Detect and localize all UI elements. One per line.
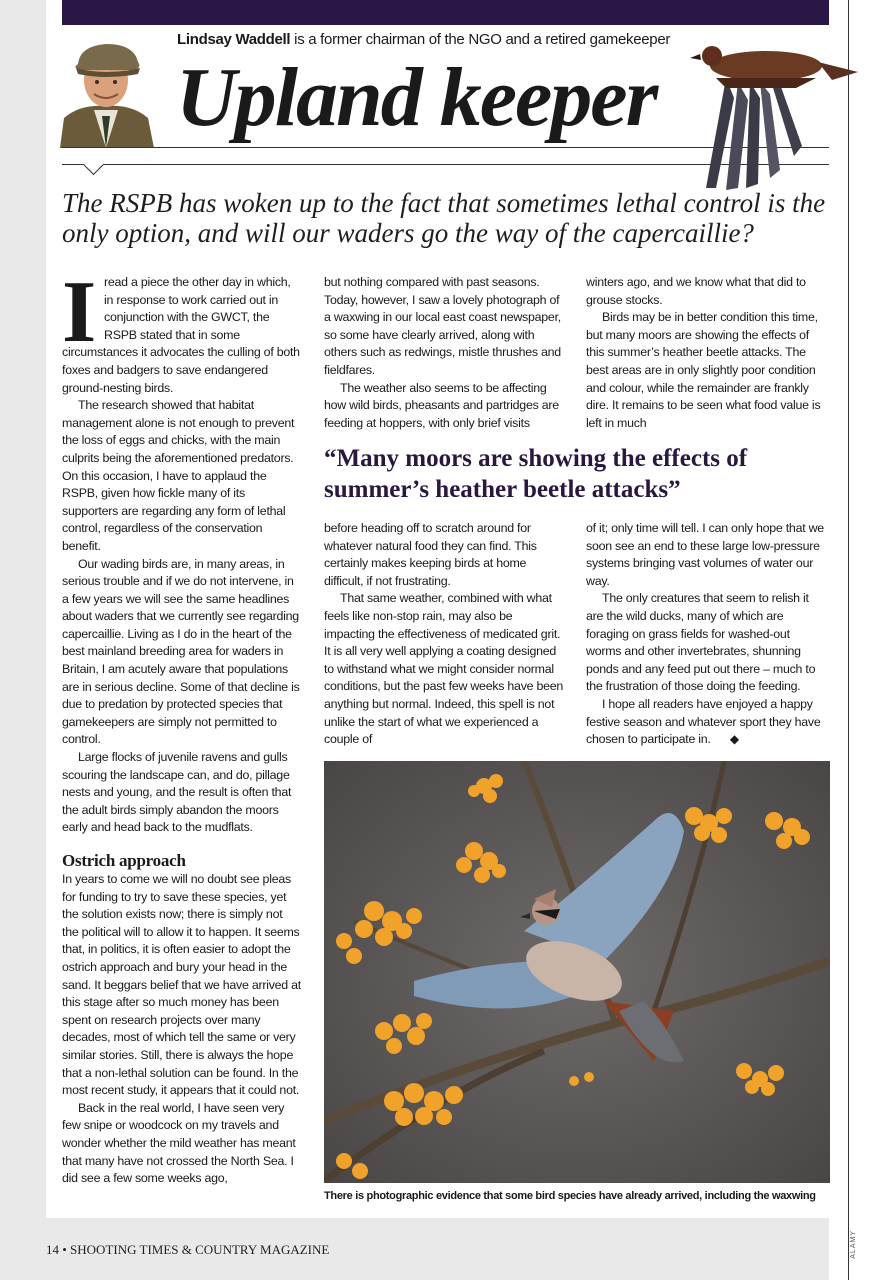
paragraph: Large flocks of juvenile ravens and gulls scouring the landscape can, and do, pillage nests and young, and the result is often that the adult birds simply abandon the moors early and head back to the mudflats. xyxy=(62,750,292,835)
paragraph: before heading off to scratch around for whatever natural food they can find. This certainly makes keeping birds at home difficult, if not frustrating. xyxy=(324,521,537,588)
paragraph: The research showed that habitat management alone is not enough to prevent the loss of eggs and chicks, with the main culprits being the aforementioned predators. On this occasion, I have to applaud the RSPB, given how fickle many of its supporters are regarding any form of lethal control, regardless of the conservation benefit. xyxy=(62,398,295,553)
paragraph: The weather also seems to be affecting how wild birds, pheasants and partridges are feeding at hoppers, with only brief visits xyxy=(324,380,559,430)
paragraph: of it; only time will tell. I can only hope that we soon see an end to these large low-pressure systems bringing vast volumes of water our way. xyxy=(586,521,824,588)
waxwing-photo xyxy=(324,761,830,1183)
article-column-2-bottom xyxy=(324,520,564,749)
article-column-3-top xyxy=(586,274,826,432)
right-rule xyxy=(848,0,849,1280)
paragraph: That same weather, combined with what feels like non-stop rain, may also be impacting the effectiveness of medicated grit. It is all very well applying a coating designed to withstand what we might consider normal conditions, but the past few weeks have been anything but normal. Indeed, this spell is not unlike the start of what we experienced a couple of xyxy=(324,591,564,747)
paragraph: winters ago, and we know what that did to grouse stocks. xyxy=(586,275,806,307)
header-pointer xyxy=(83,154,104,175)
article-column-3-bottom xyxy=(586,520,826,749)
paragraph: but nothing compared with past seasons. Today, however, I saw a lovely photograph of a waxwing in our local east coast newspaper, so some have clearly arrived, along with others such as redwings, mistle thrushes and fieldfares. xyxy=(324,275,561,377)
subheading: Ostrich approach xyxy=(62,851,186,870)
standfirst: The RSPB has woken up to the fact that sometimes lethal control is the only option, and will our waders go the way of the capercaillie? xyxy=(62,188,826,248)
paragraph: Back in the real world, I have seen very few snipe or woodcock on my travels and wonder whether the mild weather has meant that many have not crossed the North Sea. I did see a few some weeks ago, xyxy=(62,1100,296,1186)
paragraph: Our wading birds are, in many areas, in serious trouble and if we do not intervene, in a few years we will see the same headlines about waders that we currently see regarding capercaillie. Living as I do in the heart of the best mainland breeding area for waders in Britain, I am acutely aware that populations are in serious decline. Some of that decline is due to predation by protected species that gamekeepers are simply not permitted to control. xyxy=(62,556,300,747)
author-name: Lindsay Waddell xyxy=(177,31,291,48)
column-header-bar xyxy=(62,0,829,25)
photo-caption: There is photographic evidence that some bird species have already arrived, including the waxwing xyxy=(324,1190,816,1202)
paragraph: The only creatures that seem to relish it are the wild ducks, many of which are foraging on grass fields for washed-out worms and other invertebrates, shunning ponds and any feed put out there – much to the frustration of those doing the feeding. xyxy=(586,591,816,694)
paragraph xyxy=(586,696,826,749)
author-description: is a former chairman of the NGO and a retired gamekeeper xyxy=(294,31,671,48)
article-column-1 xyxy=(62,264,302,1188)
end-mark-icon: ◆ xyxy=(729,732,739,747)
drop-cap: I xyxy=(62,264,96,361)
paragraph: read a piece the other day in which, in response to work carried out in conjunction with the GWCT, the RSPB stated that in some circumstances it advocates the culling of both foxes and badgers to save endangered ground-nesting birds. xyxy=(62,275,300,395)
grouse-illustration xyxy=(686,38,862,190)
pull-quote: “Many moors are showing the effects of summer’s heather beetle attacks” xyxy=(324,445,748,503)
photo-credit: ALAMY xyxy=(850,1230,857,1259)
paragraph: Birds may be in better condition this time, but many moors are showing the effects of this summer’s heather beetle attacks. The best areas are in only slightly poor condition and colour, while the remainder are frankly dire. It remains to be seen what food value is left in much xyxy=(586,310,821,430)
paragraph-text: I hope all readers have enjoyed a happy festive season and whatever sport they have chosen to participate in. xyxy=(586,696,821,747)
author-portrait xyxy=(50,30,162,148)
page-folio: 14 • SHOOTING TIMES & COUNTRY MAGAZINE xyxy=(46,1242,330,1257)
author-byline xyxy=(177,31,670,48)
column-title: Upland keeper xyxy=(176,51,657,144)
article-column-2-top xyxy=(324,274,564,432)
paragraph: In years to come we will no doubt see pleas for funding to try to save these species, yet the solution exists now; there is simply not the political will to allow it to happen. It seems that, in politics, it is often easier to adopt the ostrich approach and bury your head in the sand. It beggars belief that we have arrived at this stage after so much money has been spent on research projects over many decades, most of which tell the same or very similar stories. Still, there is always the hope that a non-lethal solution can be found. In the most recent study, it appears that it could not. xyxy=(62,872,301,1098)
left-margin xyxy=(0,0,46,1280)
